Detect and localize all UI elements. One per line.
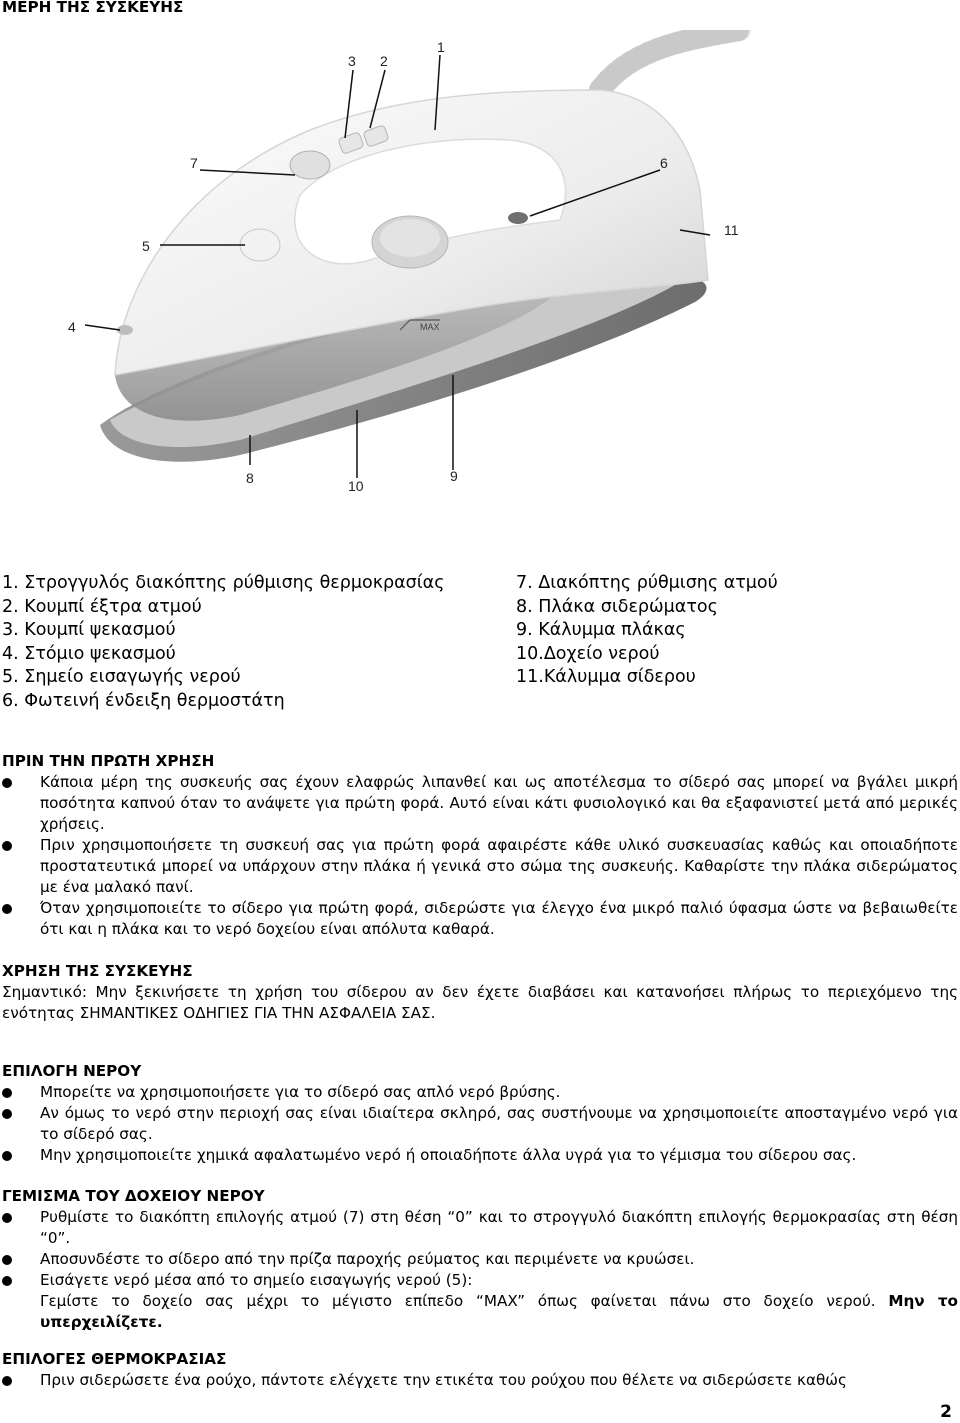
list-item: Μπορείτε να χρησιμοποιήσετε για το σίδερό σας απλό νερό βρύσης. [2,1082,958,1103]
list-item: Αν όμως το νερό στην περιοχή σας είναι ιδιαίτερα σκληρό, σας συστήνουμε να χρησιμοποιείτε αποσταγμένο νερό για το σίδερό σας. [2,1103,958,1145]
max-mark: MAX [420,322,440,332]
legend-item: 4. Στόμιο ψεκασμού [2,643,176,664]
section-heading: ΧΡΗΣΗ ΤΗΣ ΣΥΣΚΕΥΗΣ [2,962,193,980]
steam-knob [290,151,330,179]
section-heading: ΕΠΙΛΟΓΕΣ ΘΕΡΜΟΚΡΑΣΙΑΣ [2,1350,227,1368]
usage-text: Σημαντικό: Μην ξεκινήσετε τη χρήση του σίδερου αν δεν έχετε διαβάσει και κατανοήσει πλήρως το περιεχόμενο της ενότητας ΣΗΜΑΝΤΙΚΕΣ ΟΔΗΓΙΕΣ ΓΙΑ ΤΗΝ ΑΣΦΑΛΕΙΑ ΣΑΣ. [2,983,958,1022]
water-choice-section [2,1061,958,1166]
legend-item: 8. Πλάκα σιδερώματος [516,596,718,617]
callout-3: 3 [348,53,356,69]
legend-item: 5. Σημείο εισαγωγής νερού [2,667,241,687]
legend-item: 3. Κουμπί ψεκασμού [2,620,176,640]
thermostat-light [508,212,528,224]
page-number: 2 [940,1402,952,1422]
legend-item: 10.Δοχείο νερού [516,643,660,664]
legend-item: 9. Κάλυμμα πλάκας [516,620,686,640]
section-heading: ΕΠΙΛΟΓΗ ΝΕΡΟΥ [2,1062,142,1080]
list-item: Όταν χρησιμοποιείτε το σίδερο για πρώτη φορά, σιδερώστε για έλεγχο ένα μικρό παλιό ύφασμα ώστε να βεβαιωθείτε ότι και η πλάκα και το νερό δοχείου είναι απόλυτα καθαρά. [2,898,958,940]
callout-8: 8 [246,470,254,486]
legend-item: 2. Κουμπί έξτρα ατμού [2,596,202,617]
water-inlet [240,229,280,261]
list-item-line: Εισάγετε νερό μέσα από το σημείο εισαγωγής νερού (5): [40,1271,473,1289]
warning-text: Μην το υπερχειλίζετε. [40,1292,958,1331]
callout-2: 2 [380,53,388,69]
list-item: Μην χρησιμοποιείτε χημικά αφαλατωμένο νερό ή οποιαδήποτε άλλα υγρά για το γέμισμα του σίδερου σας. [2,1145,958,1166]
section-heading: ΠΡΙΝ ΤΗΝ ΠΡΩΤΗ ΧΡΗΣΗ [2,752,215,770]
list-item: Πριν χρησιμοποιήσετε τη συσκευή σας για πρώτη φορά αφαιρέστε κάθε υλικό συσκευασίας καθώς και οποιαδήποτε προστατευτικά μπορεί να υπάρχουν στην πλάκα ή γενικά στο σώμα της συσκευής. Καθαρίστε την πλάκα σιδερώματος με ένα μαλακό πανί. [2,835,958,898]
page-title: ΜΕΡΗ ΤΗΣ ΣΥΣΚΕΥΗΣ [2,0,184,16]
callout-6: 6 [660,155,668,171]
parts-legend-left [2,573,445,714]
parts-legend-right [516,573,778,691]
callout-9: 9 [450,468,458,484]
callout-1: 1 [437,39,445,55]
list-item: Ρυθμίστε το διακόπτη επιλογής ατμού (7) στη θέση “0” και το στρογγυλό διακόπτη επιλογής θερμοκρασίας στη θέση “0”. [2,1207,958,1249]
list-item-line [40,1291,958,1333]
callout-10: 10 [348,478,364,494]
legend-item: 6. Φωτεινή ένδειξη θερμοστάτη [2,690,285,711]
legend-item: 1. Στρογγυλός διακόπτης ρύθμισης θερμοκρασίας [2,573,445,593]
first-use-section [2,751,958,940]
list-item [2,1270,958,1333]
callout-11: 11 [724,222,739,238]
list-item: Αποσυνδέστε το σίδερο από την πρίζα παροχής ρεύματος και περιμένετε να κρυώσει. [2,1249,958,1270]
legend-item: 7. Διακόπτης ρύθμισης ατμού [516,573,778,593]
filling-section [2,1186,958,1333]
legend-item: 11.Κάλυμμα σίδερου [516,667,696,687]
callout-7: 7 [190,155,198,171]
iron-diagram [40,30,800,500]
callout-4: 4 [68,319,76,335]
callout-5: 5 [142,238,150,254]
temperature-section [2,1349,958,1391]
usage-section [2,961,958,1024]
section-heading: ΓΕΜΙΣΜΑ ΤΟΥ ΔΟΧΕΙΟΥ ΝΕΡΟΥ [2,1187,265,1205]
list-item: Πριν σιδερώσετε ένα ρούχο, πάντοτε ελέγχετε την ετικέτα του ρούχου που θέλετε να σιδερώσετε καθώς [2,1370,958,1391]
list-item-text: Γεμίστε το δοχείο σας μέχρι το μέγιστο επίπεδο “MAX” όπως φαίνεται πάνω στο δοχείο νερού. [40,1292,876,1310]
list-item: Κάποια μέρη της συσκευής σας έχουν ελαφρώς λιπανθεί και ως αποτέλεσμα το σίδερό σας μπορεί να βγάλει μικρή ποσότητα καπνού όταν το ανάψετε για πρώτη φορά. Αυτό είναι κάτι φυσιολογικό και θα εξαφανιστεί μετά από μερικές χρήσεις. [2,772,958,835]
